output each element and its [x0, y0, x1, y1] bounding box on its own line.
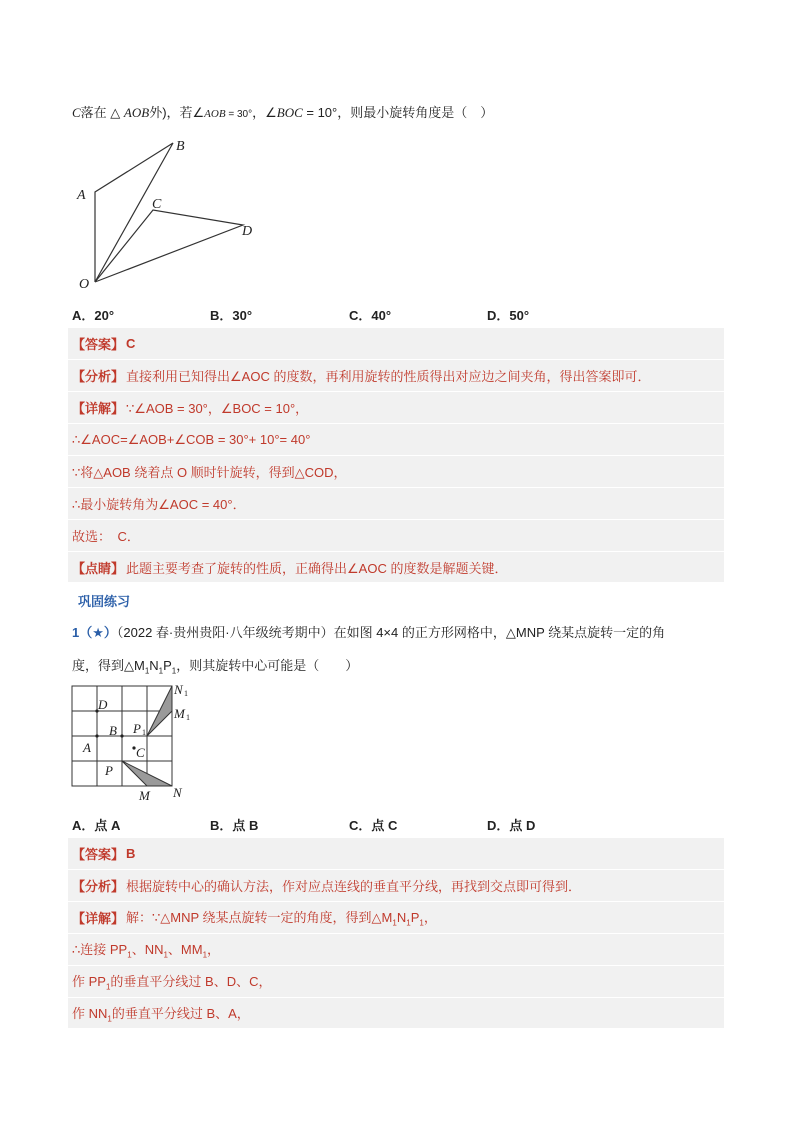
- q2-option-a: A．点 A: [72, 818, 121, 833]
- grid-sub-n1: 1: [184, 689, 188, 698]
- q2-stem-line2: [72, 655, 358, 676]
- q1-detail-row-3: [68, 456, 724, 488]
- detail-line-3: ∵将△AOB 绕着点 O 顺时针旋转，得到△COD，: [72, 465, 347, 480]
- sub: 1: [127, 950, 132, 960]
- sub: 1: [158, 666, 164, 676]
- q2-detail-row-2: [68, 934, 724, 966]
- q1-detail-row-2: [68, 424, 724, 456]
- sub: 1: [392, 918, 397, 928]
- q1-detail-row-1: [68, 392, 724, 424]
- q2-stem-1: 在如图 4×4 的正方形网格中，△MNP 绕某点旋转一定的角: [333, 625, 666, 640]
- sub: 1: [202, 950, 208, 960]
- label-c: C: [152, 197, 162, 212]
- label-a: A: [77, 188, 86, 203]
- sub: 1: [144, 666, 150, 676]
- label-b: B: [176, 139, 185, 154]
- q2-option-b: B．点 B: [210, 818, 259, 833]
- q2-detail-row-3: [68, 966, 724, 998]
- detail-3a: 作 PP: [72, 974, 106, 990]
- sub: 1: [171, 666, 177, 676]
- grid-sub-m1: 1: [186, 713, 190, 722]
- detail-1a: 解：∵△MNP 绕某点旋转一定的角度，得到△M: [126, 910, 393, 926]
- q2-stem-2c: P: [163, 658, 172, 673]
- grid-label-n: N: [173, 785, 182, 800]
- q1-analysis-row: [68, 360, 724, 392]
- q2-star: （★）: [79, 625, 117, 640]
- q2-stem-2d: ，则其旋转中心可能是（ ）: [176, 658, 359, 673]
- q2-detail-row-4: [68, 998, 724, 1028]
- comment-tag: 【点睛】: [72, 560, 125, 576]
- q1-detail-row-4: [68, 488, 724, 520]
- q2-option-c: C．点 C: [349, 818, 398, 833]
- answer-value: B: [126, 846, 136, 861]
- analysis-text: 根据旋转中心的确认方法，作对应点连线的垂直平分线，再找到交点即可得到．: [126, 879, 582, 894]
- detail-2d: ，: [207, 942, 221, 958]
- detail-1c: P: [410, 910, 420, 926]
- q2-number: 1: [72, 625, 80, 640]
- detail-3b: 的垂直平分线过 B、D、C，: [110, 974, 272, 990]
- q2-answer-box: [68, 838, 724, 1028]
- label-o: O: [79, 277, 90, 292]
- grid-label-a: A: [83, 740, 91, 755]
- detail-tag: 【详解】: [72, 911, 125, 926]
- q1-stem-text: 落在 △ AOB外)，若∠AOB = 30°，∠BOC = 10°，则最小旋转角度是（ ）: [80, 105, 494, 120]
- q1-answer-row: [68, 328, 724, 360]
- q1-stem-c: C: [72, 105, 81, 120]
- q2-stem-line1: [72, 622, 665, 641]
- q1-answer-box: [68, 328, 724, 582]
- detail-2c: 、MM: [167, 942, 203, 958]
- analysis-tag: 【分析】: [72, 879, 125, 894]
- grid-label-c: C: [136, 745, 145, 760]
- answer-tag: 【答案】: [72, 337, 125, 352]
- q1-option-d: D．50°: [487, 308, 530, 323]
- q2-stem-2b: N: [149, 658, 159, 673]
- q2-grid-figure: [68, 682, 198, 802]
- detail-2a: ∴连接 PP: [72, 942, 128, 958]
- grid-sub-p1: 1: [142, 728, 146, 737]
- detail-1b: N: [396, 910, 407, 926]
- choice-text: 故选： C．: [72, 529, 140, 544]
- detail-4a: 作 NN: [72, 1005, 108, 1021]
- q2-source: （2022 春·贵州贵阳·八年级统考期中）: [116, 625, 334, 640]
- detail-line-1: ∵∠AOB = 30°，∠BOC = 10°，: [126, 401, 309, 416]
- q1-option-b: B．30°: [210, 308, 253, 323]
- grid-label-n1: N: [174, 682, 183, 697]
- q2-analysis-row: [68, 870, 724, 902]
- q2-stem-2a: 度，得到△M: [72, 658, 145, 673]
- answer-tag: 【答案】: [72, 847, 125, 862]
- detail-tag: 【详解】: [72, 401, 125, 416]
- q2-option-d: D．点 D: [487, 818, 536, 833]
- analysis-text: 直接利用已知得出∠AOC 的度数，再利用旋转的性质得出对应边之间夹角，得出答案即可．: [126, 369, 651, 384]
- label-d: D: [242, 224, 253, 239]
- sub: 1: [406, 918, 411, 928]
- sub: 1: [105, 982, 111, 992]
- q1-choice-row: [68, 520, 724, 552]
- q1-stem: [72, 102, 493, 121]
- grid-label-b: B: [109, 723, 117, 738]
- q2-answer-row: [68, 838, 724, 870]
- detail-1d: ，: [423, 910, 437, 926]
- grid-label-d: D: [98, 697, 108, 712]
- detail-line-1: [126, 907, 437, 928]
- q1-option-a: A．20°: [72, 308, 115, 323]
- grid-label-m1: M: [174, 706, 185, 721]
- grid-label-m: M: [139, 788, 150, 802]
- grid-label-p1: P: [133, 721, 141, 736]
- comment-text: 此题主要考查了旋转的性质，正确得出∠AOC 的度数是解题关键．: [126, 560, 508, 576]
- sub: 1: [163, 950, 168, 960]
- q1-comment-row: [68, 552, 724, 582]
- section-title: 巩固练习: [78, 594, 131, 609]
- sub: 1: [419, 918, 424, 928]
- q2-detail-row-1: [68, 902, 724, 934]
- analysis-tag: 【分析】: [72, 369, 125, 384]
- sub: 1: [107, 1014, 112, 1024]
- detail-line-3: [72, 971, 271, 992]
- answer-value: C: [126, 336, 136, 351]
- detail-line-4: [72, 1003, 250, 1024]
- detail-4b: 的垂直平分线过 B、A，: [111, 1005, 250, 1021]
- detail-line-4: ∴最小旋转角为∠AOC = 40°．: [72, 497, 246, 512]
- grid-label-p: P: [105, 763, 113, 778]
- detail-line-2: ∴∠AOC=∠AOB+∠COB = 30°+ 10°= 40°: [72, 431, 311, 447]
- q1-option-c: C．40°: [349, 308, 392, 323]
- detail-2b: 、NN: [131, 942, 164, 958]
- q1-figure: [70, 132, 270, 292]
- detail-line-2: [72, 939, 220, 960]
